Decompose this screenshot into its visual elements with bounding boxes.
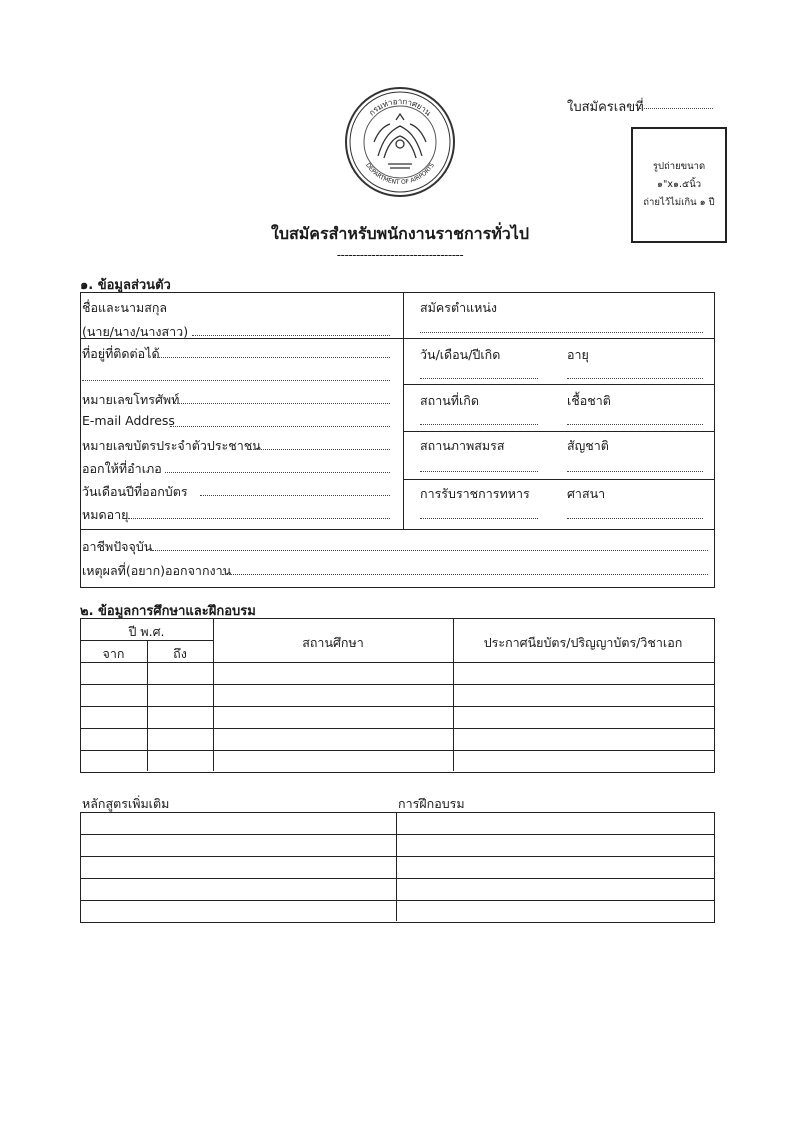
photo-age-label: ถ่ายไว้ไม่เกิน ๑ ปี — [643, 197, 715, 208]
military-service-label: การรับราชการทหาร — [420, 486, 530, 501]
nationality-label: สัญชาติ — [567, 438, 609, 453]
position-field[interactable] — [420, 332, 703, 333]
dob-label: วัน/เดือน/ปีเกิด — [420, 347, 501, 362]
marital-status-label: สถานภาพสมรส — [420, 438, 505, 453]
training-label: การฝึกอบรม — [398, 796, 465, 811]
section2-heading: ๒. ข้อมูลการศึกษาและฝึกอบรม — [80, 604, 256, 619]
reason-field[interactable] — [222, 574, 708, 575]
title-options-label: (นาย/นาง/นางสาว) — [82, 324, 189, 339]
religion-label: ศาสนา — [567, 486, 606, 501]
birthplace-field[interactable] — [420, 424, 538, 425]
occupation-label: อาชีพปัจจุบัน — [82, 539, 153, 554]
id-card-field[interactable] — [250, 449, 390, 450]
address-field-1[interactable] — [155, 357, 390, 358]
phone-label: หมายเลขโทรศัพท์ — [82, 392, 180, 407]
year-header: ปี พ.ศ. — [128, 624, 165, 639]
dob-field[interactable] — [420, 378, 538, 379]
full-name-field[interactable] — [192, 335, 390, 336]
application-number-field[interactable] — [639, 108, 713, 109]
svg-text:DEPARTMENT OF AIRPORTS — [364, 162, 436, 186]
additional-courses-label: หลักสูตรเพิ่มเติม — [82, 796, 170, 811]
seal-bottom-text: DEPARTMENT OF AIRPORTS — [364, 161, 436, 187]
issued-at-label: ออกให้ที่อำเภอ — [82, 461, 162, 476]
address-label: ที่อยู่ที่ติดต่อได้ — [82, 346, 160, 361]
age-field[interactable] — [567, 378, 703, 379]
phone-field[interactable] — [175, 403, 390, 404]
issue-date-field[interactable] — [200, 495, 390, 496]
email-field[interactable] — [170, 426, 390, 427]
title-underline: --------------------------------- — [336, 248, 464, 262]
photo-dimension-label: ๑"x๑.๕นิ้ว — [656, 179, 702, 190]
from-year-header: จาก — [102, 646, 125, 661]
military-service-field[interactable] — [420, 518, 538, 519]
expiry-label: หมดอายุ — [82, 507, 129, 522]
expiry-field[interactable] — [128, 518, 390, 519]
email-label: E-mail Address — [82, 413, 175, 428]
department-of-airports-seal — [344, 86, 456, 198]
birthplace-label: สถานที่เกิด — [420, 393, 479, 408]
religion-field[interactable] — [567, 518, 703, 519]
degree-header: ประกาศนียบัตร/ปริญญาบัตร/วิชาเอก — [483, 635, 683, 650]
age-label: อายุ — [567, 347, 589, 362]
form-title: ใบสมัครสำหรับพนักงานราชการทั่วไป — [271, 224, 529, 243]
ethnicity-field[interactable] — [567, 424, 703, 425]
application-number-label: ใบสมัครเลขที่ — [567, 100, 644, 115]
full-name-label: ชื่อและนามสกุล — [82, 300, 168, 315]
nationality-field[interactable] — [567, 471, 703, 472]
to-year-header: ถึง — [173, 646, 187, 661]
address-field-2[interactable] — [82, 380, 390, 381]
id-card-label: หมายเลขบัตรประจำตัวประชาชน — [82, 438, 261, 453]
issued-at-field[interactable] — [165, 472, 390, 473]
occupation-field[interactable] — [152, 550, 708, 551]
section1-heading: ๑. ข้อมูลส่วนตัว — [80, 278, 171, 293]
issue-date-label: วันเดือนปีที่ออกบัตร — [82, 484, 188, 499]
reason-label: เหตุผลที่(อยาก)ออกจากงาน — [82, 563, 232, 578]
photo-size-label: รูปถ่ายขนาด — [652, 161, 706, 172]
marital-status-field[interactable] — [420, 471, 538, 472]
garuda-emblem-icon — [374, 114, 426, 168]
institution-header: สถานศึกษา — [302, 635, 364, 650]
ethnicity-label: เชื้อชาติ — [567, 393, 611, 408]
training-table — [80, 812, 715, 923]
position-label: สมัครตำแหน่ง — [420, 300, 498, 315]
seal-top-text: กรมท่าอากาศยาน — [367, 96, 433, 118]
